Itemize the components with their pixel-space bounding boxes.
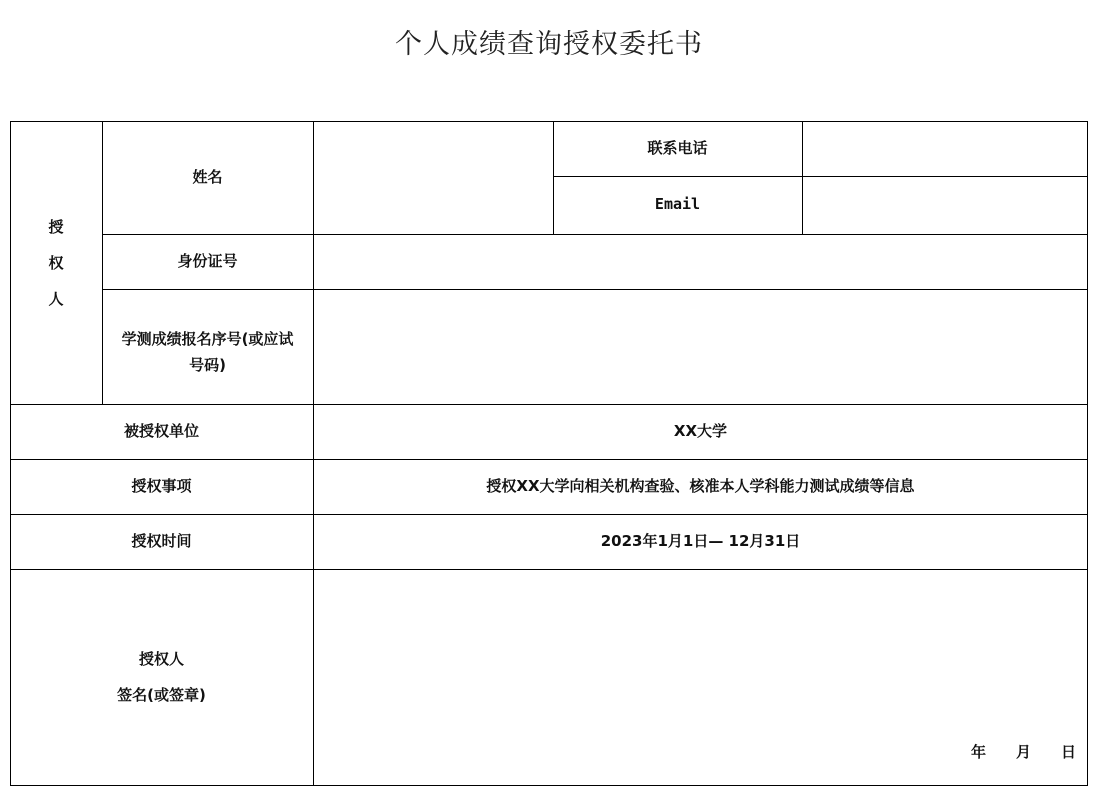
signature-field[interactable] [313,569,1088,785]
date-year-label: 年 [970,742,986,761]
authorization-period-label: 授权时间 [131,531,192,550]
signature-label-line2: 签名(或签章) [117,686,206,704]
id-number-field[interactable] [313,234,1088,289]
grantor-label-char: 权 [48,253,64,272]
grantee-label: 被授权单位 [123,421,199,440]
name-field[interactable] [313,121,553,234]
name-label: 姓名 [192,167,223,186]
email-label: Email [654,195,701,214]
exam-number-label: 学测成绩报名序号(或应试号码) [121,330,294,374]
signature-label-line1: 授权人 [138,650,184,668]
email-field[interactable] [802,176,1088,234]
document-title: 个人成绩查询授权委托书 [395,29,703,60]
authorization-matter-value: 授权XX大学向相关机构查验、核准本人学科能力测试成绩等信息 [486,476,915,495]
date-month-label: 月 [1015,742,1031,761]
id-number-label: 身份证号 [177,251,238,270]
grantee-value: XX大学 [673,421,728,440]
phone-label: 联系电话 [647,138,708,157]
grantor-label-char: 人 [48,289,64,308]
phone-field[interactable] [802,121,1088,176]
signature-label [10,569,313,785]
grantor-section-label [10,121,102,404]
authorization-matter-label: 授权事项 [131,476,192,495]
signature-date [971,740,1076,766]
grantor-label-char: 授 [48,217,64,236]
date-day-label: 日 [1060,742,1076,761]
exam-number-field[interactable] [313,289,1088,404]
authorization-period-value: 2023年1月1日— 12月31日 [600,531,801,550]
authorization-form [10,121,1088,786]
